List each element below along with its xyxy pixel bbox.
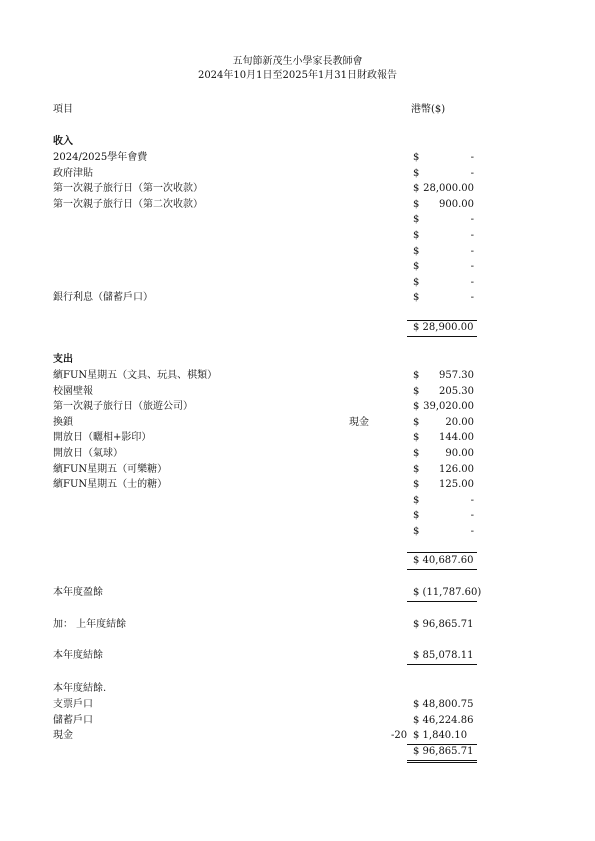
row-amount: 125.00 — [439, 479, 474, 491]
row-amount: - — [470, 152, 474, 163]
row-dollar-sign: $ — [413, 494, 420, 506]
row-dollar-sign: $ — [413, 183, 420, 195]
row-dollar-sign: $ — [413, 510, 420, 522]
breakdown-rule — [407, 744, 477, 745]
row-dollar-sign: $ — [413, 416, 420, 428]
row-dollar-sign: $ — [413, 432, 420, 444]
row-dollar-sign: $ — [413, 370, 420, 381]
row-label: 2024/2025學年會費 — [53, 152, 148, 163]
row-label: 儲蓄戶口 — [53, 714, 93, 726]
row-dollar-sign: $ — [413, 479, 420, 491]
row-amount: - — [470, 276, 474, 288]
income-section-label: 收入 — [53, 136, 73, 147]
prev-balance-label: 加： 上年度結餘 — [53, 619, 127, 630]
expense-total: $ 40,687.60 — [413, 555, 474, 566]
row-dollar-sign: $ — [413, 261, 420, 273]
income-total: $ 28,900.00 — [413, 322, 474, 333]
row-label: 銀行利息（儲蓄戶口） — [53, 292, 153, 304]
row-amount: 957.30 — [439, 370, 474, 381]
breakdown-double-underline-1 — [407, 760, 477, 761]
row-amount: - — [470, 494, 474, 506]
row-dollar-sign: $ — [413, 276, 420, 288]
breakdown-total: $ 96,865.71 — [413, 746, 474, 757]
row-dollar-sign: $ — [413, 167, 420, 179]
surplus-value: $ (11,787.60) — [413, 587, 482, 598]
prev-balance-value: $ 96,865.71 — [413, 619, 474, 630]
row-amount: - — [470, 214, 474, 226]
row-label: 開放日（氣球） — [53, 448, 123, 459]
row-label: 現金 — [53, 730, 73, 742]
row-amount: 205.30 — [439, 385, 474, 397]
row-amount: - — [470, 230, 474, 241]
row-amount: - — [470, 245, 474, 257]
row-label: 校園壁報 — [53, 385, 93, 397]
row-label: 繽FUN星期五（可樂糖） — [53, 463, 168, 475]
row-dollar-sign: $ — [413, 198, 420, 210]
column-header-currency: 港幣($) — [411, 104, 446, 115]
row-label: 第一次親子旅行日（第一次收款） — [53, 183, 203, 195]
row-label: 政府津貼 — [53, 167, 93, 179]
row-amount: 20.00 — [445, 416, 474, 428]
row-label: 開放日（曬相+影印） — [53, 432, 152, 444]
row-value: $ 46,224.86 — [413, 714, 474, 726]
row-note: 現金 — [349, 416, 369, 428]
row-amount: 90.00 — [445, 448, 474, 459]
row-prefix: -20 — [391, 730, 408, 742]
row-label: 支票戶口 — [53, 699, 93, 710]
report-title: 五旬節新茂生小學家長教師會 — [232, 56, 363, 67]
row-dollar-sign: $ — [413, 401, 420, 413]
report-subtitle: 2024年10月1日至2025年1月31日財政報告 — [197, 70, 398, 81]
year-balance-underline — [407, 664, 477, 665]
row-dollar-sign: $ — [413, 448, 420, 459]
row-dollar-sign: $ — [413, 526, 420, 537]
expense-total-underline — [407, 569, 477, 570]
row-amount: - — [470, 292, 474, 304]
row-value: $ 1,840.10 — [413, 730, 468, 742]
column-header-item: 項目 — [53, 104, 73, 115]
row-amount: 900.00 — [439, 198, 474, 210]
row-label: 繽FUN星期五（文具、玩具、棋類） — [53, 370, 218, 381]
year-balance-value: $ 85,078.11 — [413, 650, 474, 661]
row-amount: 28,000.00 — [423, 183, 474, 195]
row-amount: - — [470, 261, 474, 273]
breakdown-heading: 本年度結餘. — [53, 683, 107, 694]
row-amount: 144.00 — [439, 432, 474, 444]
income-total-rule — [407, 320, 477, 321]
row-amount: 126.00 — [439, 463, 474, 475]
year-balance-label: 本年度結餘 — [53, 650, 103, 661]
row-label: 第一次親子旅行日（旅遊公司） — [53, 401, 193, 413]
row-label: 繽FUN星期五（士的糖） — [53, 479, 168, 491]
row-label: 換鎖 — [53, 416, 73, 428]
row-dollar-sign: $ — [413, 214, 420, 226]
income-total-underline — [407, 336, 477, 337]
surplus-underline — [407, 601, 477, 602]
breakdown-double-underline-2 — [407, 762, 477, 763]
surplus-label: 本年度盈餘 — [53, 587, 103, 598]
row-value: $ 48,800.75 — [413, 699, 474, 710]
row-label: 第一次親子旅行日（第二次收款） — [53, 198, 203, 210]
row-dollar-sign: $ — [413, 463, 420, 475]
row-dollar-sign: $ — [413, 292, 420, 304]
expense-total-rule — [407, 552, 477, 553]
row-amount: - — [470, 167, 474, 179]
row-dollar-sign: $ — [413, 245, 420, 257]
row-amount: - — [470, 510, 474, 522]
row-dollar-sign: $ — [413, 152, 420, 163]
row-dollar-sign: $ — [413, 385, 420, 397]
row-amount: - — [470, 526, 474, 537]
row-amount: 39,020.00 — [423, 401, 474, 413]
row-dollar-sign: $ — [413, 230, 420, 241]
expense-section-label: 支出 — [53, 354, 73, 365]
